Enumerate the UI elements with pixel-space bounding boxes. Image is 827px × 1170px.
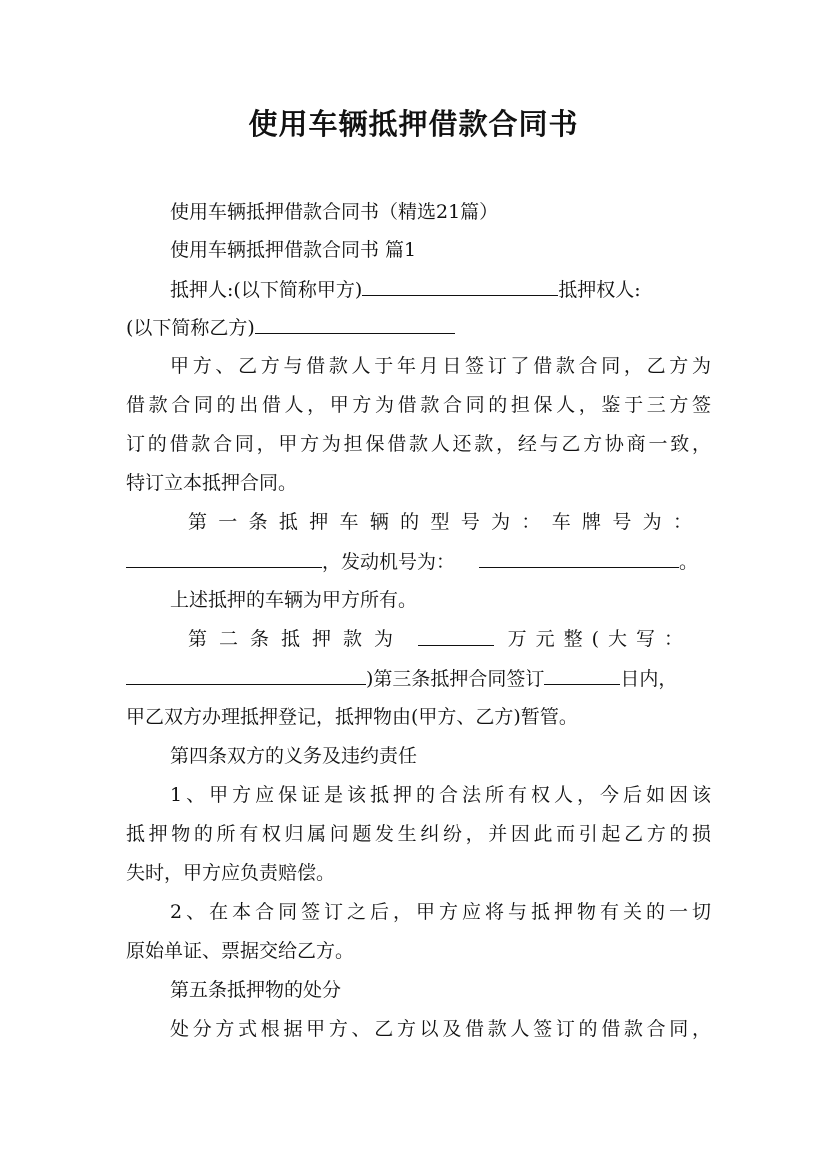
days-label: 日内， <box>620 668 678 690</box>
article-5-line-1: 处分方式根据甲方、乙方以及借款人签订的借款合同， <box>170 1018 711 1040</box>
article-2-line-3: 甲乙双方办理抵押登记，抵押物由(甲方、乙方)暂管。 <box>126 706 578 728</box>
document-title: 使用车辆抵押借款合同书 <box>248 107 579 141</box>
paragraph-1-line-2: 借款合同的出借人，甲方为借款合同的担保人，鉴于三方签 <box>126 394 711 416</box>
mortgagee-cont: (以下简称乙方) <box>126 317 255 339</box>
amount-unit: 万元整(大写： <box>507 628 692 650</box>
mortgagor-blank <box>362 275 558 296</box>
article-3-label: )第三条抵押合同签订 <box>366 668 545 690</box>
article-4-item-1-line-1: 1、甲方应保证是该抵押的合法所有权人，今后如因该 <box>170 784 711 806</box>
mortgagor-label: 抵押人:(以下简称甲方) <box>170 279 363 301</box>
amount-blank <box>418 625 494 646</box>
article-4-item-2-line-2: 原始单证、票据交给乙方。 <box>126 940 355 962</box>
article-4-item-1-line-3: 失时，甲方应负责赔偿。 <box>126 862 336 884</box>
engine-number-blank <box>479 547 679 568</box>
article-4-item-2-line-1: 2、在本合同签订之后，甲方应将与抵押物有关的一切 <box>170 901 711 923</box>
plate-number-blank <box>126 547 322 568</box>
article-5-heading: 第五条抵押物的处分 <box>170 979 342 1001</box>
mortgagee-label: 抵押权人: <box>558 279 641 301</box>
days-blank <box>544 664 620 685</box>
section-heading: 使用车辆抵押借款合同书 篇1 <box>170 239 417 261</box>
article-4-heading: 第四条双方的义务及违约责任 <box>170 745 418 767</box>
engine-number-label: ，发动机号为： <box>322 551 456 573</box>
article-1-line-1: 第一条抵押车辆的型号为：车牌号为： <box>188 511 692 533</box>
mortgagee-blank <box>255 313 455 334</box>
paragraph-1-line-3: 订的借款合同，甲方为担保借款人还款，经与乙方协商一致， <box>126 433 711 455</box>
mortgage-amount-label: 第二条抵押款为 <box>188 628 406 650</box>
subtitle: 使用车辆抵押借款合同书（精选21篇） <box>170 201 499 223</box>
article-1-line-3: 上述抵押的车辆为甲方所有。 <box>170 589 418 611</box>
article-2-line-2 <box>126 664 711 692</box>
paragraph-1-line-4: 特订立本抵押合同。 <box>126 472 298 494</box>
parties-line-2 <box>126 313 711 341</box>
article-2-line-1 <box>188 625 692 653</box>
period-mark: 。 <box>679 551 699 573</box>
parties-line-1 <box>170 275 711 303</box>
article-4-item-1-line-2: 抵押物的所有权归属问题发生纠纷，并因此而引起乙方的损 <box>126 823 711 845</box>
amount-words-blank <box>126 664 366 685</box>
paragraph-1-line-1: 甲方、乙方与借款人于年月日签订了借款合同，乙方为 <box>170 355 711 377</box>
article-1-line-2 <box>126 547 711 575</box>
